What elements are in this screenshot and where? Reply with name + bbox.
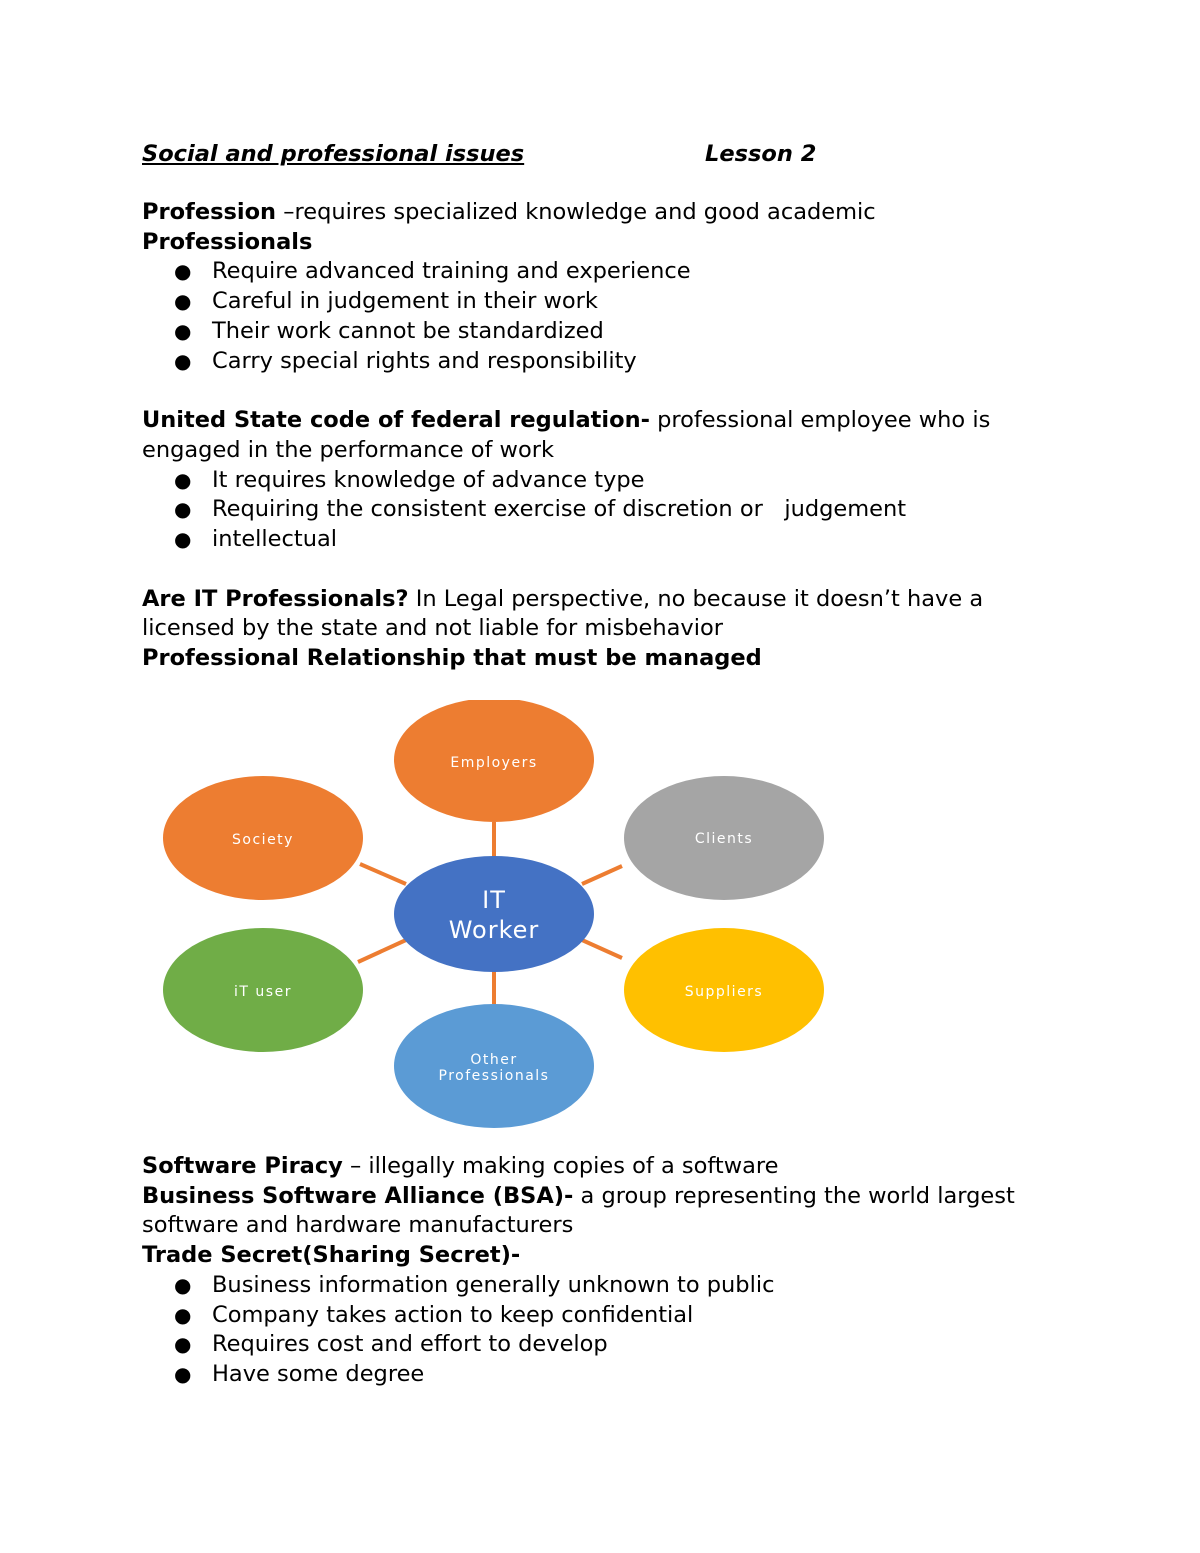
profession-definition (142, 198, 1082, 228)
node-clients (624, 776, 824, 900)
trade-secret-heading: Trade Secret(Sharing Secret)- (142, 1242, 521, 1269)
list-item: ● Have some degree (142, 1360, 1082, 1390)
list-item: ● It requires knowledge of advance type (142, 466, 1082, 496)
node-other-professionals (394, 1004, 594, 1128)
trade-secret-list (142, 1271, 1082, 1390)
it-professionals-answer: In Legal perspective, no because it doesn’t have a licensed by the state and not liable for misbehavior (142, 585, 984, 642)
bullet-icon: ● (174, 527, 192, 552)
software-piracy-text: – illegally making copies of a software (342, 1153, 779, 1179)
us-code-definition (142, 406, 1082, 465)
node-it-worker (394, 856, 594, 972)
connector-it-user (358, 940, 406, 962)
bullet-icon: ● (174, 289, 192, 314)
it-professionals-question: Are IT Professionals? (142, 585, 409, 612)
bsa-text: a group representing the world largest software and hardware manufacturers (142, 1182, 1015, 1239)
list-item: ● Their work cannot be standardized (142, 317, 1082, 347)
it-user-label: iT user (234, 984, 292, 1000)
node-employers (394, 700, 594, 822)
bullet-icon: ● (174, 259, 192, 284)
bullet-icon: ● (174, 318, 192, 343)
node-society (163, 776, 363, 900)
node-it-user (163, 928, 363, 1052)
clients-label: Clients (694, 831, 754, 847)
list-item: ● Requiring the consistent exercise of discretion or judgement (142, 495, 1082, 525)
us-code-text: professional employee who is engaged in the performance of work (142, 407, 991, 463)
relationship-diagram (150, 700, 840, 1140)
bullet-icon: ● (174, 1272, 192, 1297)
relationship-diagram-svg (150, 700, 840, 1140)
us-code-list (142, 466, 1082, 555)
list-item: ● Require advanced training and experience (142, 257, 1082, 287)
connector-society (360, 864, 406, 884)
lesson-label: Lesson 2 (705, 141, 817, 167)
bullet-icon: ● (174, 497, 192, 522)
suppliers-label: Suppliers (684, 984, 764, 1000)
bullet-icon: ● (174, 1302, 192, 1327)
connector-clients (582, 866, 622, 884)
employers-label: Employers (450, 755, 538, 771)
society-label: Society (232, 832, 294, 848)
node-suppliers (624, 928, 824, 1052)
bullet-icon: ● (174, 1361, 192, 1386)
software-piracy-term: Software Piracy (142, 1153, 343, 1179)
list-item: ● Carry special rights and responsibility (142, 347, 1082, 377)
other-professionals-label-line2: Professionals (438, 1068, 550, 1084)
professionals-heading: Professionals (142, 228, 313, 255)
list-item: ● Company takes action to keep confidential (142, 1301, 1082, 1331)
page-title (142, 140, 1082, 170)
professionals-list (142, 257, 1082, 376)
profession-term: Profession (142, 199, 277, 225)
connector-suppliers (582, 940, 622, 958)
us-code-term: United State code of federal regulation- (142, 407, 650, 434)
relationship-heading: Professional Relationship that must be managed (142, 645, 762, 672)
bullet-icon: ● (174, 1332, 192, 1357)
it-worker-label-line2: Worker (448, 916, 540, 944)
it-worker-shape (394, 856, 594, 972)
it-professionals-paragraph (142, 585, 1082, 644)
bullet-icon: ● (174, 348, 192, 373)
it-worker-label-line1: IT (482, 886, 506, 914)
list-item: ● intellectual (142, 525, 1082, 555)
lower-section (142, 1152, 1082, 1390)
software-piracy-definition (142, 1152, 1082, 1182)
profession-text: –requires specialized knowledge and good academic (276, 199, 876, 225)
bsa-term: Business Software Alliance (BSA)- (142, 1182, 574, 1209)
document-body (142, 140, 1082, 674)
bullet-icon: ● (174, 467, 192, 492)
bsa-definition (142, 1182, 1082, 1241)
title-text: Social and professional issues (142, 141, 525, 167)
other-professionals-label-line1: Other (470, 1052, 518, 1068)
list-item: ● Careful in judgement in their work (142, 287, 1082, 317)
list-item: ● Requires cost and effort to develop (142, 1330, 1082, 1360)
list-item: ● Business information generally unknown to public (142, 1271, 1082, 1301)
